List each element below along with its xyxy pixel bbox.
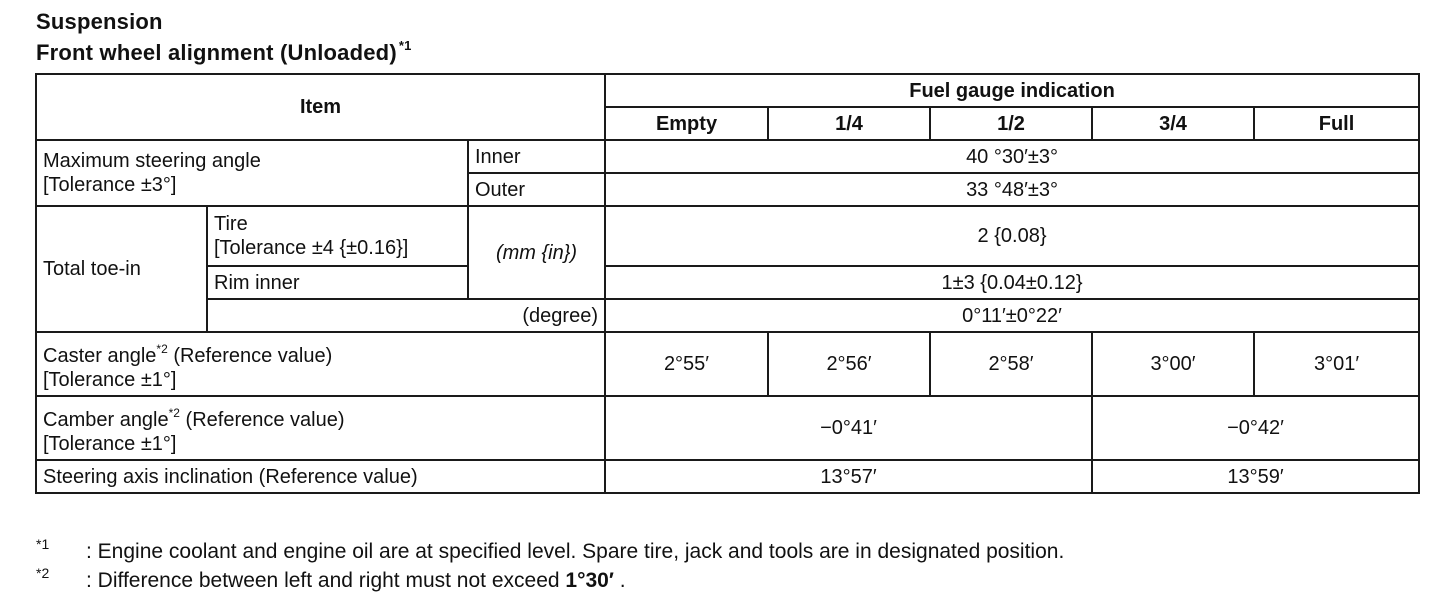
item-header: Item (36, 74, 605, 140)
camber-reference: (Reference value) (185, 408, 345, 431)
caster-value-full: 3°01′ (1254, 332, 1419, 396)
caster-value-empty: 2°55′ (605, 332, 768, 396)
footnote-ref-2: *2 (156, 341, 168, 356)
footnote-1 (36, 536, 1064, 564)
level-header-quarter: 1/4 (768, 107, 930, 140)
mm-unit-label: (mm {in}) (468, 206, 605, 299)
level-header-half: 1/2 (930, 107, 1092, 140)
footnote-ref-1: *1 (398, 38, 412, 53)
footnote-ref-2: *2 (168, 405, 180, 420)
footnote-2 (36, 565, 626, 593)
footnote-2-text: : Difference between left and right must not exceed (86, 569, 566, 592)
toe-in-label: Total toe-in (36, 206, 207, 332)
footnote-2-value: 1°30′ (565, 569, 614, 592)
inner-label: Inner (468, 140, 605, 173)
caster-label (36, 332, 605, 396)
page-title: Suspension (36, 9, 163, 34)
degree-unit-label: (degree) (207, 299, 605, 332)
camber-name: Camber angle (43, 408, 169, 431)
caster-value-three-quarter: 3°00′ (1092, 332, 1254, 396)
outer-value: 33 °48′±3° (605, 173, 1419, 206)
level-header-empty: Empty (605, 107, 768, 140)
tire-text: Tire (214, 213, 248, 235)
caster-name: Caster angle (43, 344, 157, 367)
steering-axis-label: Steering axis inclination (Reference value) (36, 460, 605, 493)
fuel-gauge-header: Fuel gauge indication (605, 74, 1419, 107)
rim-inner-label: Rim inner (207, 266, 468, 299)
steering-axis-value-three-quarter-to-full: 13°59′ (1092, 460, 1419, 493)
footnote-1-mark: *1 (36, 536, 50, 552)
camber-tolerance: [Tolerance ±1°] (43, 432, 177, 455)
section-title (36, 38, 412, 66)
camber-value-three-quarter-to-full: −0°42′ (1092, 396, 1419, 460)
camber-text (43, 401, 598, 432)
max-steering-text: Maximum steering angle (43, 150, 261, 172)
level-header-three-quarter: 3/4 (1092, 107, 1254, 140)
steering-axis-value-empty-to-half: 13°57′ (605, 460, 1092, 493)
rim-toe-value: 1±3 {0.04±0.12} (605, 266, 1419, 299)
footnote-2-end: . (619, 569, 626, 592)
degree-toe-value: 0°11′±0°22′ (605, 299, 1419, 332)
level-header-full: Full (1254, 107, 1419, 140)
tire-tolerance: [Tolerance ±4 {±0.16}] (214, 237, 409, 259)
footnote-2-mark: *2 (36, 565, 50, 581)
tire-label (207, 206, 468, 266)
max-steering-label (36, 140, 468, 206)
caster-value-quarter: 2°56′ (768, 332, 930, 396)
outer-label: Outer (468, 173, 605, 206)
section-title-text: Front wheel alignment (Unloaded) (36, 40, 397, 65)
inner-value: 40 °30′±3° (605, 140, 1419, 173)
caster-value-half: 2°58′ (930, 332, 1092, 396)
footnote-1-text: : Engine coolant and engine oil are at specified level. Spare tire, jack and tools are in designated position. (86, 540, 1065, 563)
tire-toe-value: 2 {0.08} (605, 206, 1419, 266)
camber-value-empty-to-half: −0°41′ (605, 396, 1092, 460)
caster-reference: (Reference value) (173, 344, 333, 367)
caster-text (43, 337, 598, 368)
caster-tolerance: [Tolerance ±1°] (43, 368, 177, 391)
max-steering-tolerance: [Tolerance ±3°] (43, 174, 177, 196)
alignment-table (35, 73, 1420, 494)
camber-label (36, 396, 605, 460)
